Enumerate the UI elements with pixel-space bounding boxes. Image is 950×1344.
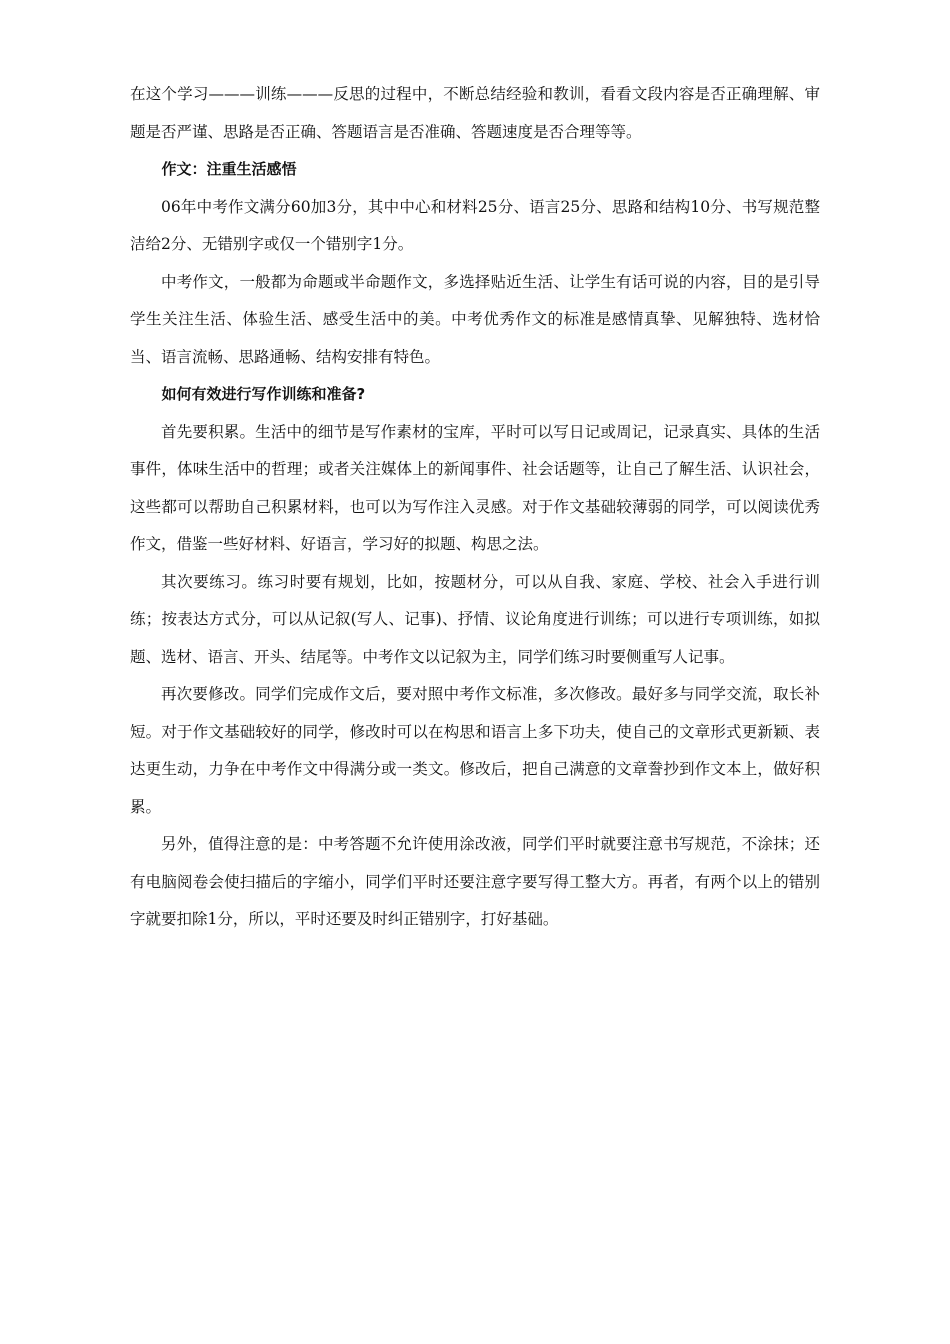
section-heading-essay: 作文：注重生活感悟 <box>161 160 297 178</box>
paragraph-essay-intro: 中考作文，一般都为命题或半命题作文，多选择贴近生活、让学生有话可说的内容，目的是引导学生关注生活、体验生活、感受生活中的美。中考优秀作文的标准是感情真挚、见解独特、选材恰当、语言流畅、思路通畅、结构安排有特色。 <box>130 272 820 366</box>
section-heading-training: 如何有效进行写作训练和准备? <box>161 385 366 403</box>
paragraph-practice: 其次要练习。练习时要有规划，比如，按题材分，可以从自我、家庭、学校、社会入手进行训练；按表达方式分，可以从记叙(写人、记事)、抒情、议论角度进行训练；可以进行专项训练，如拟题、选材、语言、开头、结尾等。中考作文以记叙为主，同学们练习时要侧重写人记事。 <box>130 572 820 666</box>
paragraph-continuation: 在这个学习———训练———反思的过程中，不断总结经验和教训，看看文段内容是否正确理解、审题是否严谨、思路是否正确、答题语言是否准确、答题速度是否合理等等。 <box>130 85 820 141</box>
paragraph-score: 06年中考作文满分60加3分，其中中心和材料25分、语言25分、思路和结构10分、书写规范整洁给2分、无错别字或仅一个错别字1分。 <box>130 197 820 253</box>
paragraph-revise: 再次要修改。同学们完成作文后，要对照中考作文标准，多次修改。最好多与同学交流，取长补短。对于作文基础较好的同学，修改时可以在构思和语言上多下功夫，使自己的文章形式更新颖、表达更生动，力争在中考作文中得满分或一类文。修改后，把自己满意的文章誊抄到作文本上，做好积累。 <box>130 685 820 816</box>
document-page <box>130 76 820 939</box>
paragraph-accumulate: 首先要积累。生活中的细节是写作素材的宝库，平时可以写日记或周记，记录真实、具体的生活事件，体味生活中的哲理；或者关注媒体上的新闻事件、社会话题等，让自己了解生活、认识社会，这些都可以帮助自己积累材料，也可以为写作注入灵感。对于作文基础较薄弱的同学，可以阅读优秀作文，借鉴一些好材料、好语言，学习好的拟题、构思之法。 <box>130 422 820 553</box>
paragraph-note: 另外，值得注意的是：中考答题不允许使用涂改液，同学们平时就要注意书写规范，不涂抹；还有电脑阅卷会使扫描后的字缩小，同学们平时还要注意字要写得工整大方。再者，有两个以上的错别字就要扣除1分，所以，平时还要及时纠正错别字，打好基础。 <box>130 835 820 928</box>
